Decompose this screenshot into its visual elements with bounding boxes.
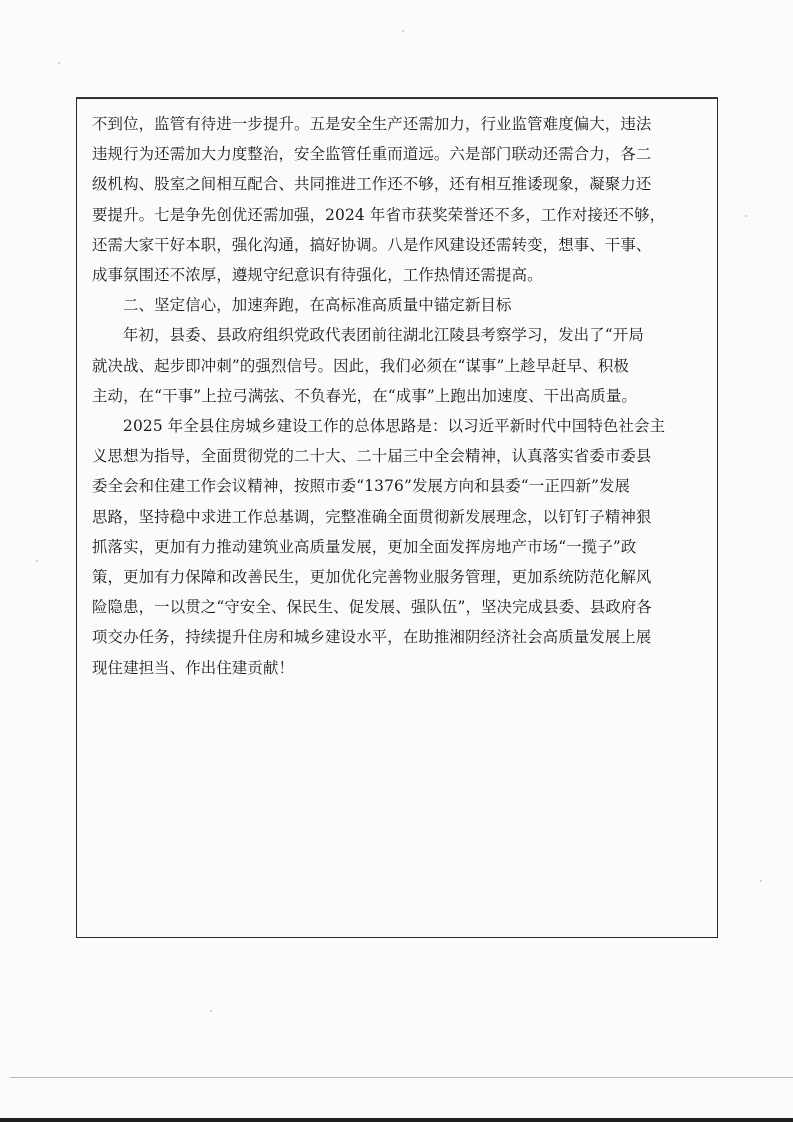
text-line: 年初，县委、县政府组织党政代表团前往湖北江陵县考察学习，发出了“开局 <box>123 326 644 345</box>
paragraph-kickoff <box>92 320 710 411</box>
text-line: 委全会和住建工作会议精神，按照市委“1376”发展方向和县委“一正四新”发展 <box>92 477 631 496</box>
text-line: 级机构、股室之间相互配合、共同推进工作还不够，还有相互推诿现象，凝聚力还 <box>92 175 652 194</box>
document-body <box>92 109 710 683</box>
scan-speck <box>402 30 404 32</box>
footer-rule-thick <box>0 1118 793 1122</box>
text-line: 思路，坚持稳中求进工作总基调，完整准确全面贯彻新发展理念，以钉钉子精神狠 <box>92 507 652 526</box>
text-line: 义思想为指导，全面贯彻党的二十大、二十届三中全会精神，认真落实省委市委县 <box>92 447 652 466</box>
footer-rule-thin <box>10 1077 793 1078</box>
text-line: 现住建担当、作出住建贡献！ <box>92 658 295 677</box>
section-heading: 二、坚定信心，加速奔跑，在高标准高质量中锚定新目标 <box>123 296 512 315</box>
paragraph-overall-approach <box>92 411 710 683</box>
text-line: 主动，在“干事”上拉弓满弦、不负春光，在“成事”上跑出加速度、干出高质量。 <box>92 386 637 405</box>
text-line: 2025 年全县住房城乡建设工作的总体思路是：以习近平新时代中国特色社会主 <box>123 417 666 436</box>
text-line: 成事氛围还不浓厚，遵规守纪意识有待强化，工作热情还需提高。 <box>92 266 543 285</box>
scan-speck <box>745 215 747 217</box>
text-line: 抓落实，更加有力推动建筑业高质量发展，更加全面发挥房地产市场“一揽子”政 <box>92 537 637 556</box>
scan-speck <box>760 880 762 882</box>
text-line: 还需大家干好本职，强化沟通，搞好协调。八是作风建设还需转变，想事、干事、 <box>92 235 652 254</box>
text-line: 违规行为还需加大力度整治，安全监管任重而道远。六是部门联动还需合力，各二 <box>92 145 652 164</box>
text-line: 就决战、起步即冲刺”的强烈信号。因此，我们必须在“谋事”上趁早赶早、积极 <box>92 356 629 375</box>
text-line: 项交办任务，持续提升住房和城乡建设水平，在助推湘阴经济社会高质量发展上展 <box>92 628 652 647</box>
paragraph-problems <box>92 109 710 290</box>
text-line: 要提升。七是争先创优还需加强，2024 年省市获奖荣誉还不多，工作对接还不够， <box>92 205 666 224</box>
text-line: 不到位，监管有待进一步提升。五是安全生产还需加力，行业监管难度偏大，违法 <box>92 115 652 133</box>
scan-speck <box>58 62 60 64</box>
scan-speck <box>36 560 38 562</box>
scan-speck <box>210 1010 212 1012</box>
text-line: 险隐患，一以贯之“守安全、保民生、促发展、强队伍”，坚决完成县委、县政府各 <box>92 598 652 617</box>
text-line: 策，更加有力保障和改善民生，更加优化完善物业服务管理，更加系统防范化解风 <box>92 568 652 587</box>
